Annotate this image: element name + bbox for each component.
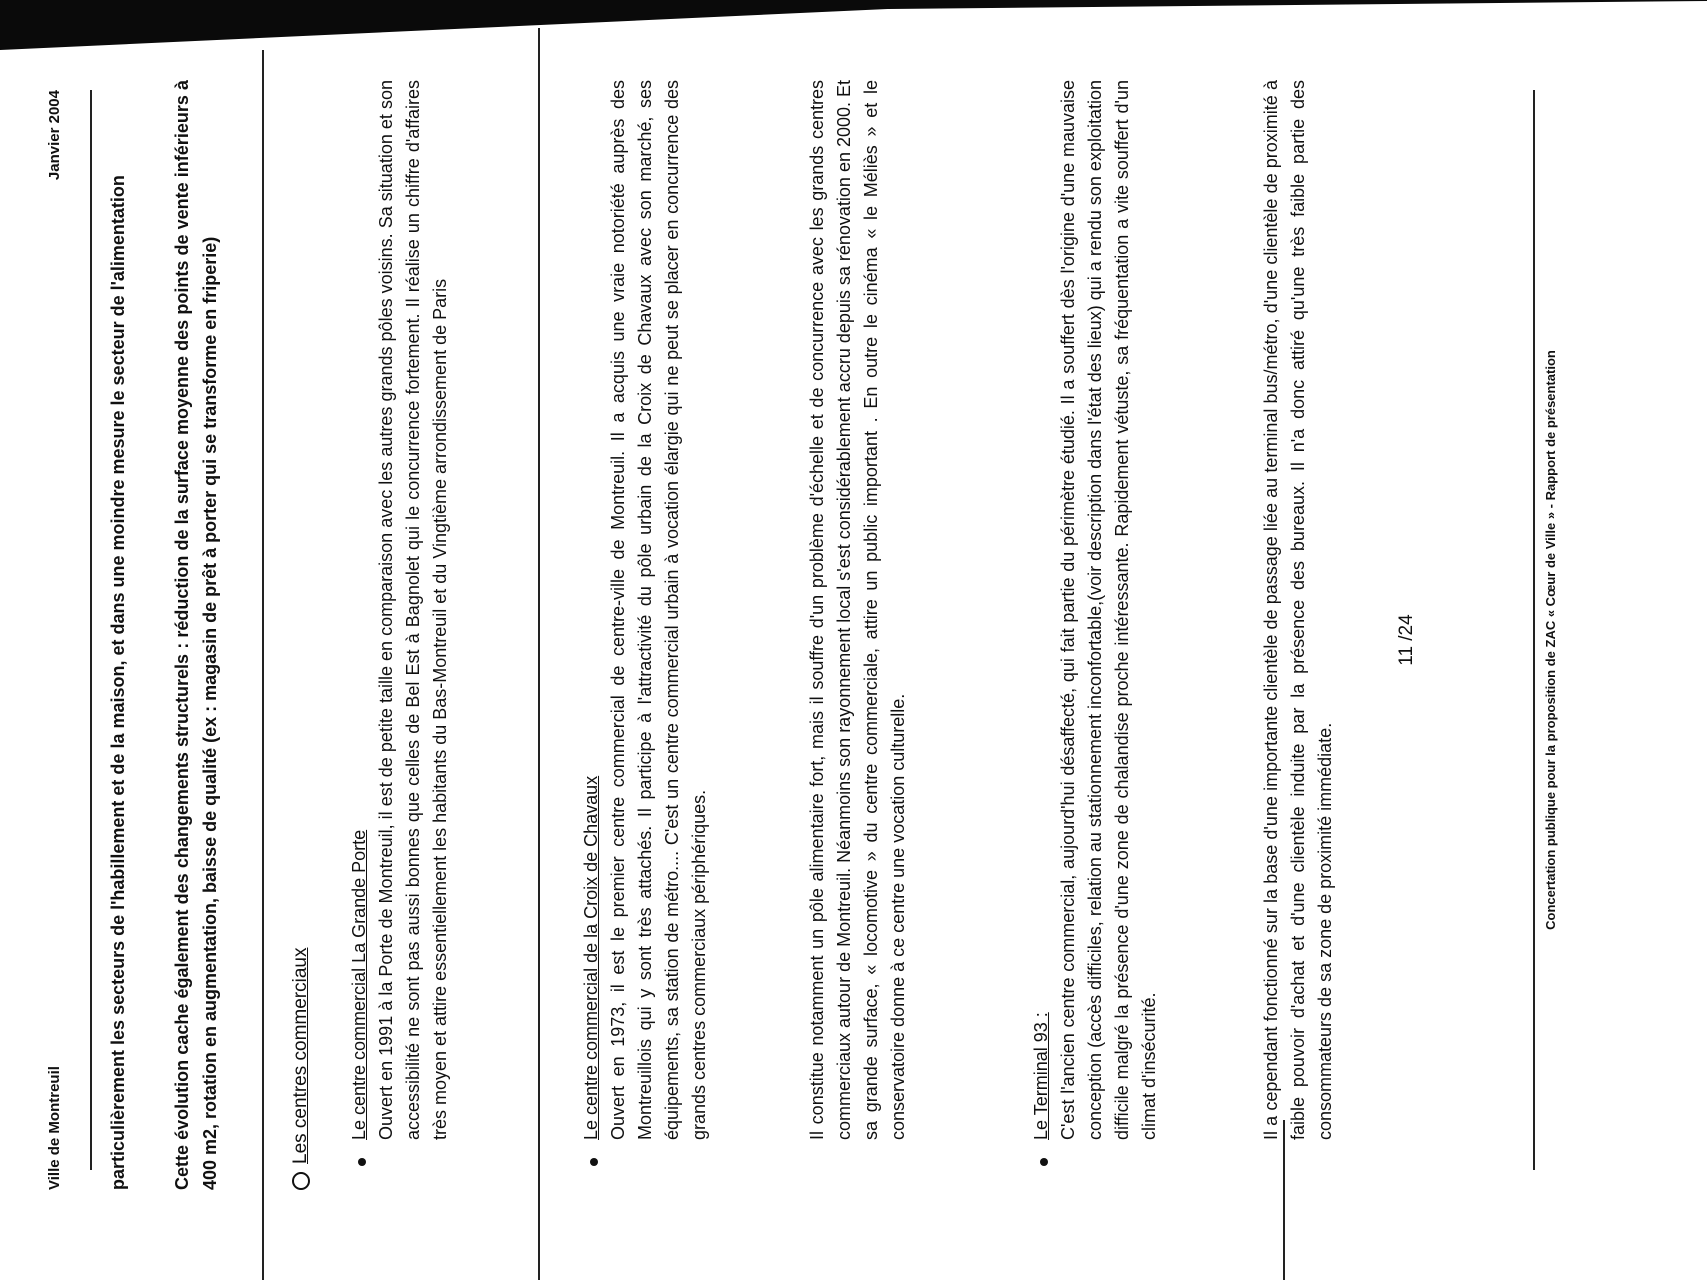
header-organization: Ville de Montreuil — [46, 1066, 63, 1190]
intro-paragraph-2: Cette évolution cache également des changements structurels : réduction de la surface moyenne des points de vente inférieurs à 400 m2, rotation en augmentation, baisse de qualité (ex : magasin de prêt à porter qui se transforme en friperie) — [172, 80, 220, 1190]
section-heading — [290, 948, 312, 1190]
circle-bullet-icon — [292, 1172, 310, 1190]
page-footer: Concertation publique pour la proposition de ZAC « Cœur de Ville » - Rapport de présentation — [1543, 350, 1558, 930]
item-text: Ouvert en 1973, il est le premier centre commercial de centre-ville de Montreuil. Il a acquis une vraie notoriété auprès des Montreuillois qui y sont très attachés. Il participe à l'attractivité du pôle urbain de la Croix de Chavaux avec son marché, ses équipements, sa station de métro.... C'est un centre commercial urbain à vocation élargie qui ne peut se placer en concurrence des grands centres commerciaux périphériques. — [608, 80, 709, 1140]
list-item — [578, 80, 713, 1140]
bullet-icon — [1040, 1158, 1048, 1166]
footer-rule — [1533, 90, 1535, 1170]
list-item-paragraph: Il a cependant fonctionné sur la base d'une importante clientèle de passage liée au terminal bus/métro, d'une clientèle de proximité à faible pouvoir d'achat et d'une clientèle induite par la présence des bureaux. Il n'a donc attiré qu'une très faible partie des consommateurs de sa zone de proximité immédiate. — [1261, 80, 1335, 1140]
item-title: Le centre commercial La Grande Porte — [349, 829, 369, 1140]
item-title: Le centre commercial de la Croix de Chavaux — [581, 775, 601, 1140]
item-text: Ouvert en 1991 à la Porte de Montreuil, il est de petite taille en comparaison avec les autres grands pôles voisins. Sa situation et son accessibilité ne sont pas aussi bonnes que celles de Bel Est à Bagnolet qui le concurrence fortement. Il réalise un chiffre d'affaires très moyen et attire essentiellement les habitants du Bas-Montreuil et du Vingtième arrondissement de Paris — [376, 80, 450, 1140]
header-rule — [90, 90, 92, 1170]
list-item — [346, 80, 454, 1140]
rotated-document-page — [28, 50, 1678, 1230]
page-number: 11 /24 — [1396, 614, 1417, 666]
item-text: C'est l'ancien centre commercial, aujourd'hui désaffecté, qui fait partie du périmètre étudié. Il a souffert dès l'origine d'une mauvaise conception (accès difficiles, relation au stationnement inconfortable,(voir description dans l'état des lieux) qui a rendu son exploitation difficile malgré la présence d'une zone de chalandise proche intéressante. Rapidement vétuste, sa fréquentation a vite souffert d'un climat d'insécurité. — [1058, 80, 1159, 1140]
header-date: Janvier 2004 — [46, 90, 63, 181]
item-title: Le Terminal 93 : — [1031, 1012, 1051, 1140]
page-header — [46, 90, 70, 1190]
bullet-icon — [358, 1158, 366, 1166]
list-item — [1028, 80, 1163, 1140]
intro-paragraph-1: particulièrement les secteurs de l'habillement et de la maison, et dans une moindre mesure le secteur de l'alimentation — [108, 175, 128, 1190]
bullet-icon — [590, 1158, 598, 1166]
scanner-band — [0, 0, 1707, 50]
list-item-paragraph: Il constitue notamment un pôle alimentaire fort, mais il souffre d'un problème d'échelle et de concurrence avec les grands centres commerciaux autour de Montreuil. Néanmoins son rayonnement local s'est considérablement accru depuis sa rénovation en 2000. Et sa grande surface, « locomotive » du centre commerciale, attire un public important . En outre le cinéma « le Méliès » et le conservatoire donne à ce centre une vocation culturelle. — [807, 79, 908, 1140]
section-heading-text: Les centres commerciaux — [290, 947, 311, 1164]
